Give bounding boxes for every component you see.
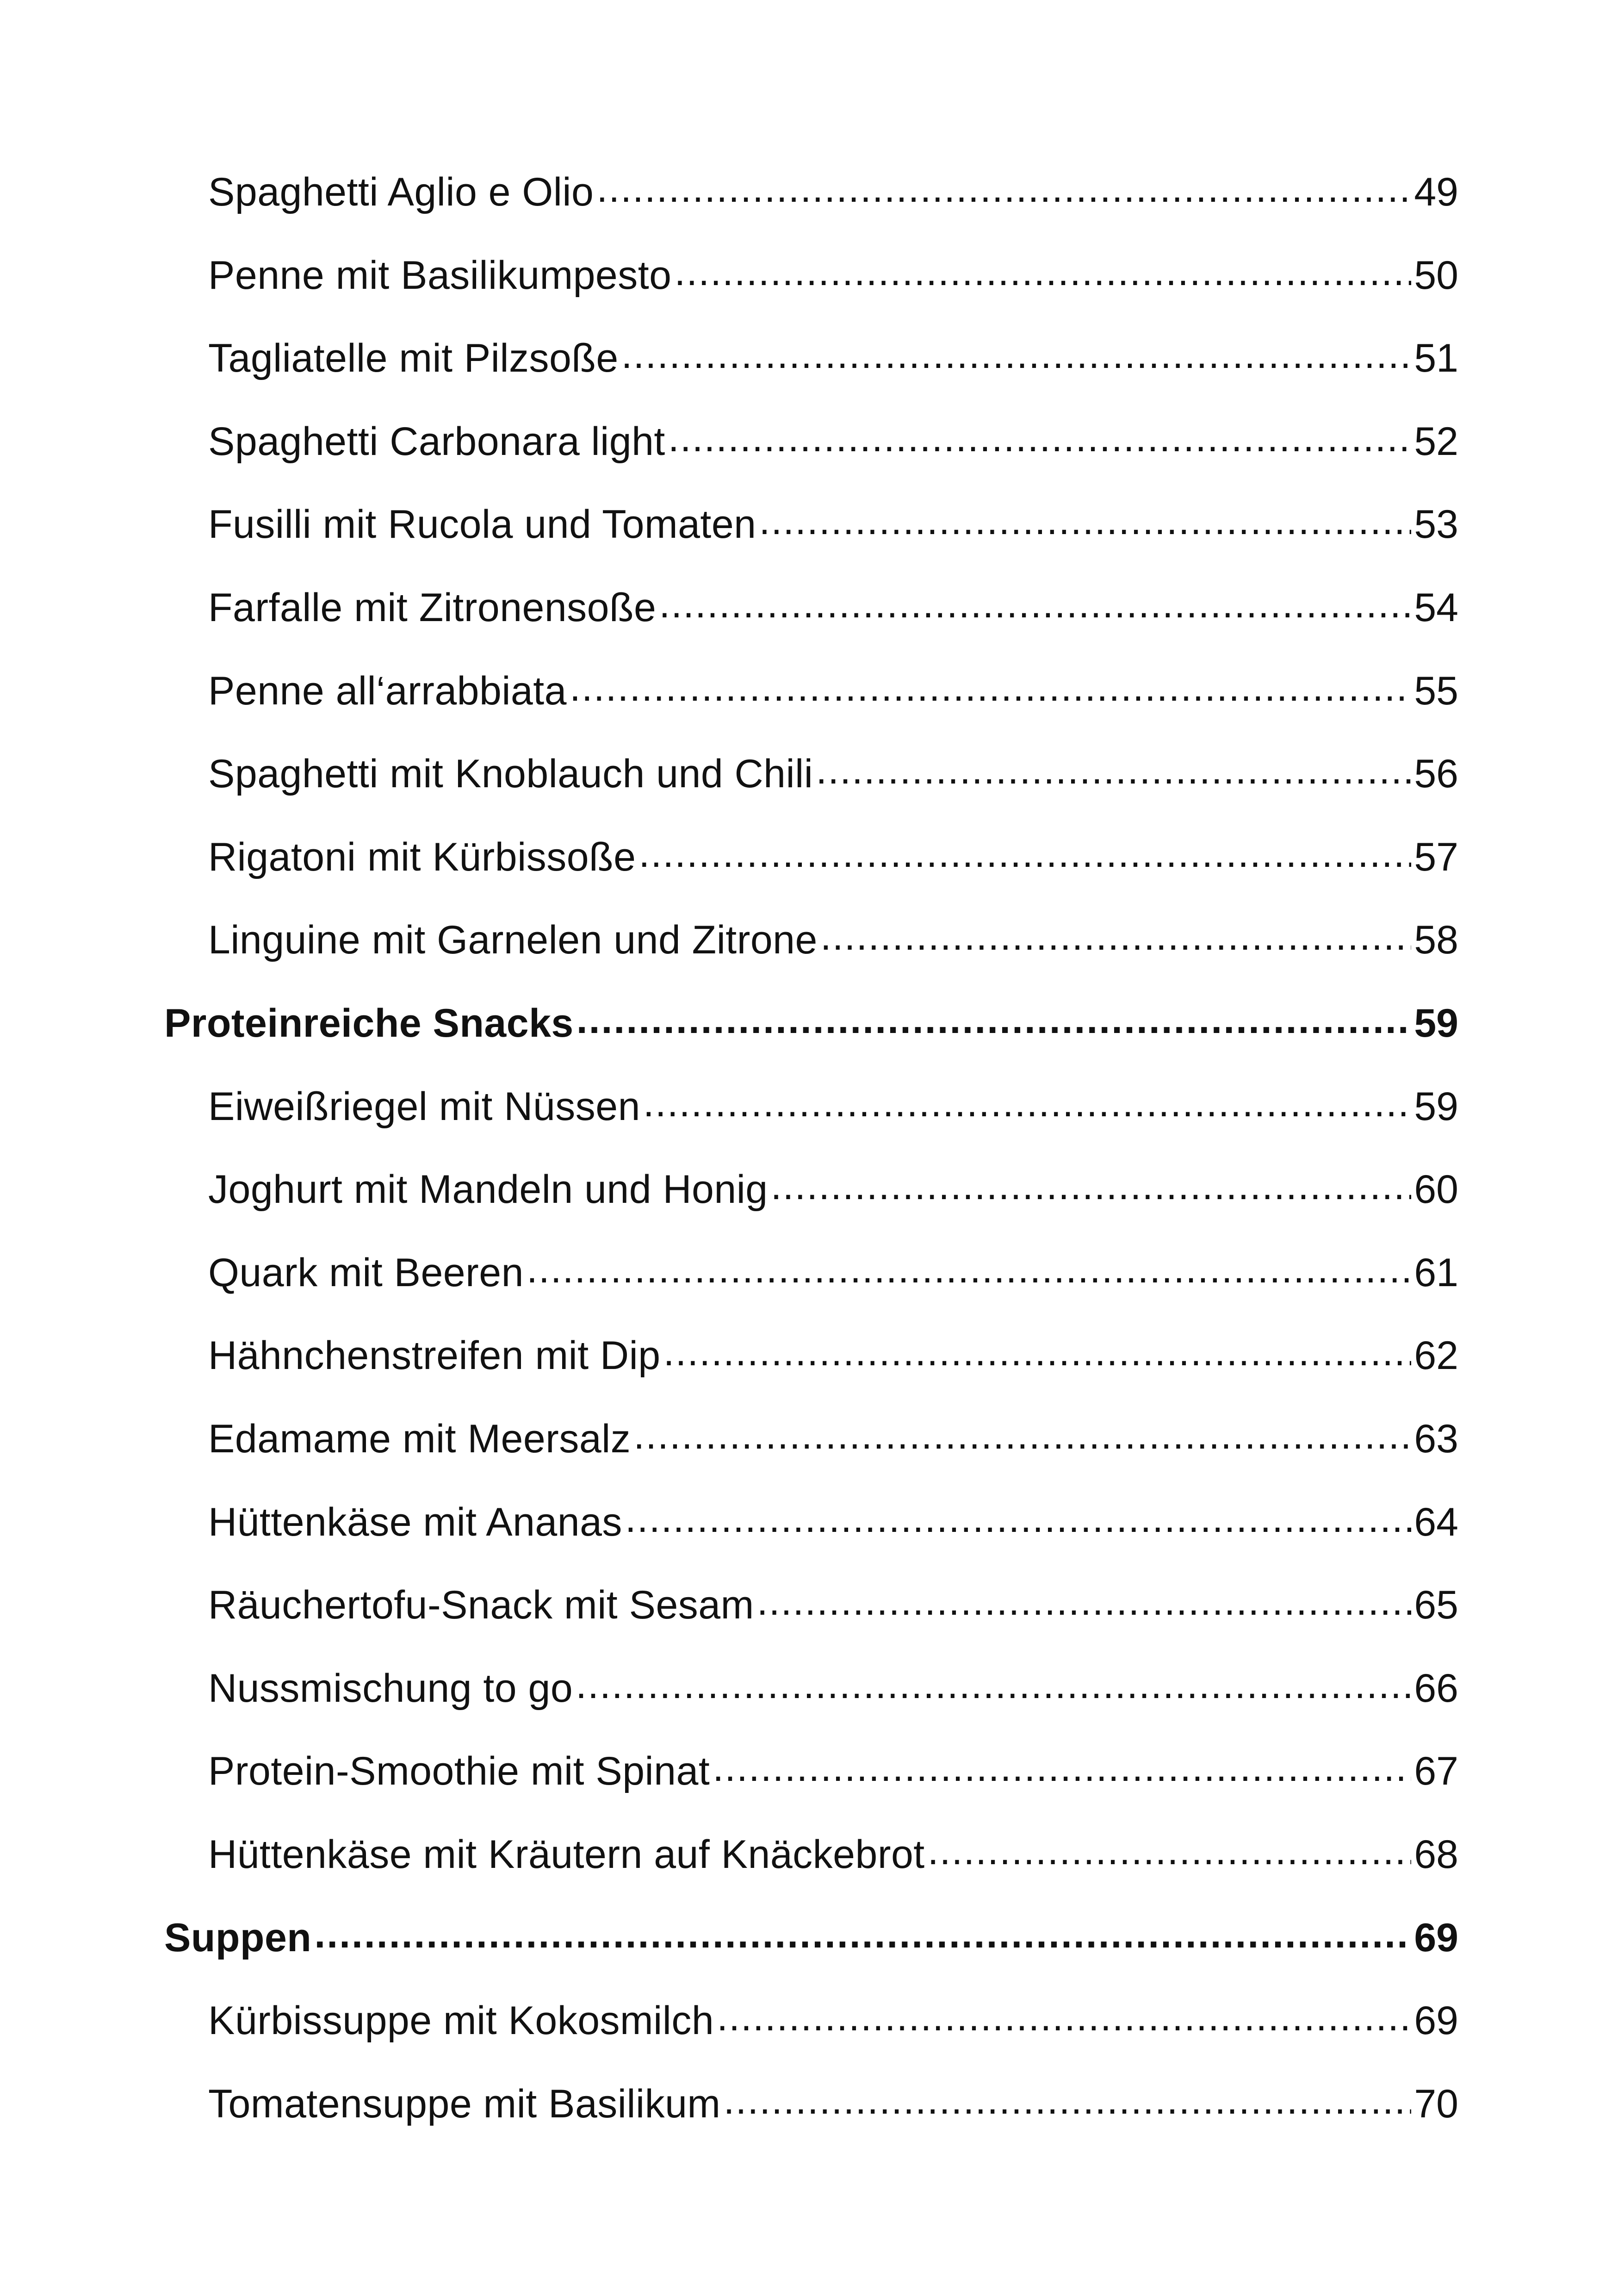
toc-entry-title: Penne mit Basilikumpesto <box>208 253 672 298</box>
toc-entry <box>0 898 1618 982</box>
toc-entry-page-number: 59 <box>1414 1001 1458 1045</box>
toc-entry <box>0 1647 1618 1730</box>
dot-leader <box>643 1083 1411 1130</box>
toc-entry <box>0 483 1618 566</box>
toc-entry-title: Edamame mit Meersalz <box>208 1416 631 1461</box>
dot-leader <box>596 169 1411 215</box>
toc-entry-title: Proteinreiche Snacks <box>164 1001 574 1045</box>
toc-entry-title: Tomatensuppe mit Basilikum <box>208 2081 721 2126</box>
dot-leader <box>816 751 1411 797</box>
toc-entry <box>0 1481 1618 1564</box>
dot-leader <box>674 252 1411 299</box>
toc-entry-page-number: 57 <box>1414 834 1458 879</box>
dot-leader <box>820 917 1411 963</box>
dot-leader <box>576 1665 1411 1711</box>
toc-entry-page-number: 66 <box>1414 1666 1458 1711</box>
toc-entry-page-number: 64 <box>1414 1500 1458 1544</box>
toc-entry <box>0 1397 1618 1481</box>
toc-entry-page-number: 54 <box>1414 585 1458 630</box>
toc-entry-title: Nussmischung to go <box>208 1666 573 1711</box>
toc-entry <box>0 1813 1618 1896</box>
toc-entry-page-number: 51 <box>1414 336 1458 380</box>
toc-entry-title: Fusilli mit Rucola und Tomaten <box>208 502 756 547</box>
toc-entry-title: Spaghetti mit Knoblauch und Chili <box>208 751 813 796</box>
toc-entry <box>0 317 1618 400</box>
toc-entry-title: Hüttenkäse mit Ananas <box>208 1500 622 1544</box>
toc-entry <box>0 1730 1618 1813</box>
dot-leader <box>633 1416 1411 1462</box>
toc-entry-title: Suppen <box>164 1915 312 1960</box>
toc-entry <box>0 1314 1618 1397</box>
dot-leader <box>759 501 1411 548</box>
toc-entry-page-number: 60 <box>1414 1167 1458 1212</box>
dot-leader <box>527 1250 1411 1296</box>
toc-entry-title: Hähnchenstreifen mit Dip <box>208 1333 661 1378</box>
toc-section-heading <box>0 1896 1618 1979</box>
toc-entry <box>0 1231 1618 1314</box>
toc-entry-page-number: 65 <box>1414 1582 1458 1627</box>
toc-entry <box>0 815 1618 899</box>
dot-leader <box>621 335 1412 381</box>
toc-entry-title: Eiweißriegel mit Nüssen <box>208 1084 640 1129</box>
toc-entry-page-number: 69 <box>1414 1915 1458 1960</box>
toc-entry-title: Hüttenkäse mit Kräutern auf Knäckebrot <box>208 1832 925 1877</box>
toc-entry <box>0 1065 1618 1148</box>
dot-leader <box>724 2081 1412 2127</box>
dot-leader <box>663 1332 1412 1379</box>
toc-entry <box>0 566 1618 649</box>
toc-entry <box>0 150 1618 234</box>
toc-entry-title: Spaghetti Aglio e Olio <box>208 169 594 214</box>
dot-leader <box>314 1915 1411 1961</box>
dot-leader <box>928 1831 1412 1878</box>
toc-entry <box>0 732 1618 815</box>
toc-entry-page-number: 59 <box>1414 1084 1458 1129</box>
toc-entry-page-number: 58 <box>1414 917 1458 962</box>
toc-entry-page-number: 52 <box>1414 419 1458 464</box>
dot-leader <box>577 1000 1412 1046</box>
toc-entry-page-number: 67 <box>1414 1748 1458 1793</box>
toc-entry <box>0 1563 1618 1647</box>
dot-leader <box>757 1582 1412 1628</box>
toc-entry-page-number: 55 <box>1414 668 1458 713</box>
toc-entry <box>0 1148 1618 1231</box>
toc-entry-page-number: 49 <box>1414 169 1458 214</box>
toc-entry-title: Tagliatelle mit Pilzsoße <box>208 336 619 380</box>
toc-entry <box>0 649 1618 733</box>
toc-entry-page-number: 53 <box>1414 502 1458 547</box>
toc-entry-title: Räuchertofu-Snack mit Sesam <box>208 1582 754 1627</box>
toc-entry-page-number: 70 <box>1414 2081 1458 2126</box>
toc-entry-page-number: 63 <box>1414 1416 1458 1461</box>
toc-entry-page-number: 69 <box>1414 1998 1458 2043</box>
toc-entry-title: Quark mit Beeren <box>208 1250 524 1295</box>
toc-entry-title: Kürbissuppe mit Kokosmilch <box>208 1998 714 2043</box>
dot-leader <box>713 1748 1411 1794</box>
dot-leader <box>771 1166 1412 1213</box>
toc-entry-page-number: 56 <box>1414 751 1458 796</box>
toc-entry <box>0 400 1618 483</box>
toc-section-heading <box>0 982 1618 1065</box>
toc-entry-page-number: 68 <box>1414 1832 1458 1877</box>
toc-entry-page-number: 62 <box>1414 1333 1458 1378</box>
dot-leader <box>717 1997 1411 2044</box>
toc-entry <box>0 1979 1618 2062</box>
toc-entry-title: Joghurt mit Mandeln und Honig <box>208 1167 768 1212</box>
toc-entry <box>0 2062 1618 2146</box>
toc-entry-title: Rigatoni mit Kürbissoße <box>208 834 636 879</box>
dot-leader <box>570 668 1411 714</box>
toc-entry-title: Spaghetti Carbonara light <box>208 419 665 464</box>
dot-leader <box>668 418 1412 465</box>
toc-entry-title: Farfalle mit Zitronensoße <box>208 585 657 630</box>
dot-leader <box>659 585 1411 631</box>
toc-entry-title: Penne all‘arrabbiata <box>208 668 567 713</box>
toc-entry-page-number: 50 <box>1414 253 1458 298</box>
toc-entry-title: Linguine mit Garnelen und Zitrone <box>208 917 818 962</box>
dot-leader <box>639 834 1411 880</box>
toc-entry <box>0 234 1618 317</box>
toc-entry-page-number: 61 <box>1414 1250 1458 1295</box>
dot-leader <box>625 1499 1411 1545</box>
toc-entry-title: Protein-Smoothie mit Spinat <box>208 1748 710 1793</box>
